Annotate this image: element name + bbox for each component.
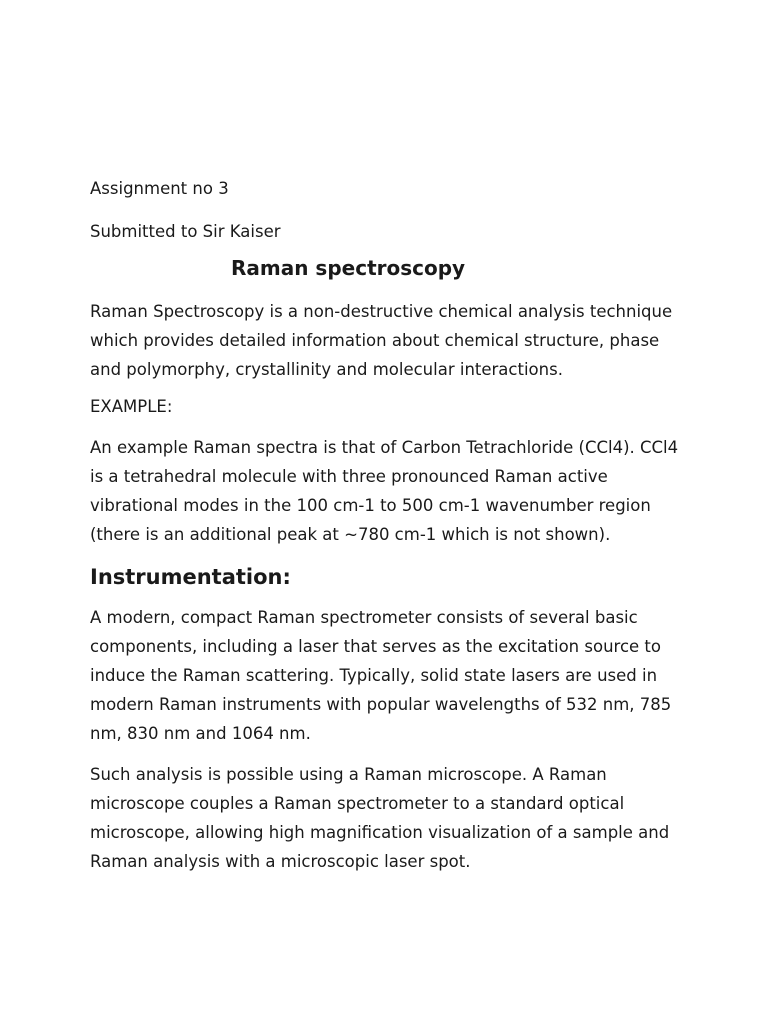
instrumentation-heading: Instrumentation:	[90, 565, 291, 589]
document-body	[90, 178, 680, 876]
example-paragraph	[90, 433, 680, 549]
paragraph-line: A modern, compact Raman spectrometer consists of several basic	[90, 608, 638, 627]
paragraph-line: (there is an additional peak at ~780 cm-1 which is not shown).	[90, 525, 611, 544]
paragraph-line: Such analysis is possible using a Raman microscope. A Raman	[90, 765, 607, 784]
intro-paragraph	[90, 297, 680, 384]
paragraph-line: vibrational modes in the 100 cm-1 to 500 cm-1 wavenumber region	[90, 496, 651, 515]
microscope-paragraph	[90, 760, 680, 876]
paragraph-line: Raman analysis with a microscopic laser spot.	[90, 852, 471, 871]
paragraph-line: induce the Raman scattering. Typically, solid state lasers are used in	[90, 666, 658, 685]
assignment-number: Assignment no 3	[90, 179, 229, 198]
paragraph-line: modern Raman instruments with popular wavelengths of 532 nm, 785	[90, 695, 672, 714]
paragraph-line: which provides detailed information about chemical structure, phase	[90, 331, 660, 350]
example-label: EXAMPLE:	[90, 397, 173, 416]
submitted-to: Submitted to Sir Kaiser	[90, 222, 281, 241]
paragraph-line: components, including a laser that serves as the excitation source to	[90, 637, 661, 656]
paragraph-line: and polymorphy, crystallinity and molecular interactions.	[90, 360, 563, 379]
paragraph-line: Raman Spectroscopy is a non-destructive chemical analysis technique	[90, 302, 673, 321]
document-title: Raman spectroscopy	[231, 256, 466, 280]
paragraph-line: microscope, allowing high magnification visualization of a sample and	[90, 823, 670, 842]
paragraph-line: microscope couples a Raman spectrometer to a standard optical	[90, 794, 625, 813]
instrumentation-paragraph	[90, 603, 680, 748]
paragraph-line: An example Raman spectra is that of Carbon Tetrachloride (CCl4). CCl4	[90, 438, 679, 457]
paragraph-line: is a tetrahedral molecule with three pronounced Raman active	[90, 467, 608, 486]
paragraph-line: nm, 830 nm and 1064 nm.	[90, 724, 311, 743]
